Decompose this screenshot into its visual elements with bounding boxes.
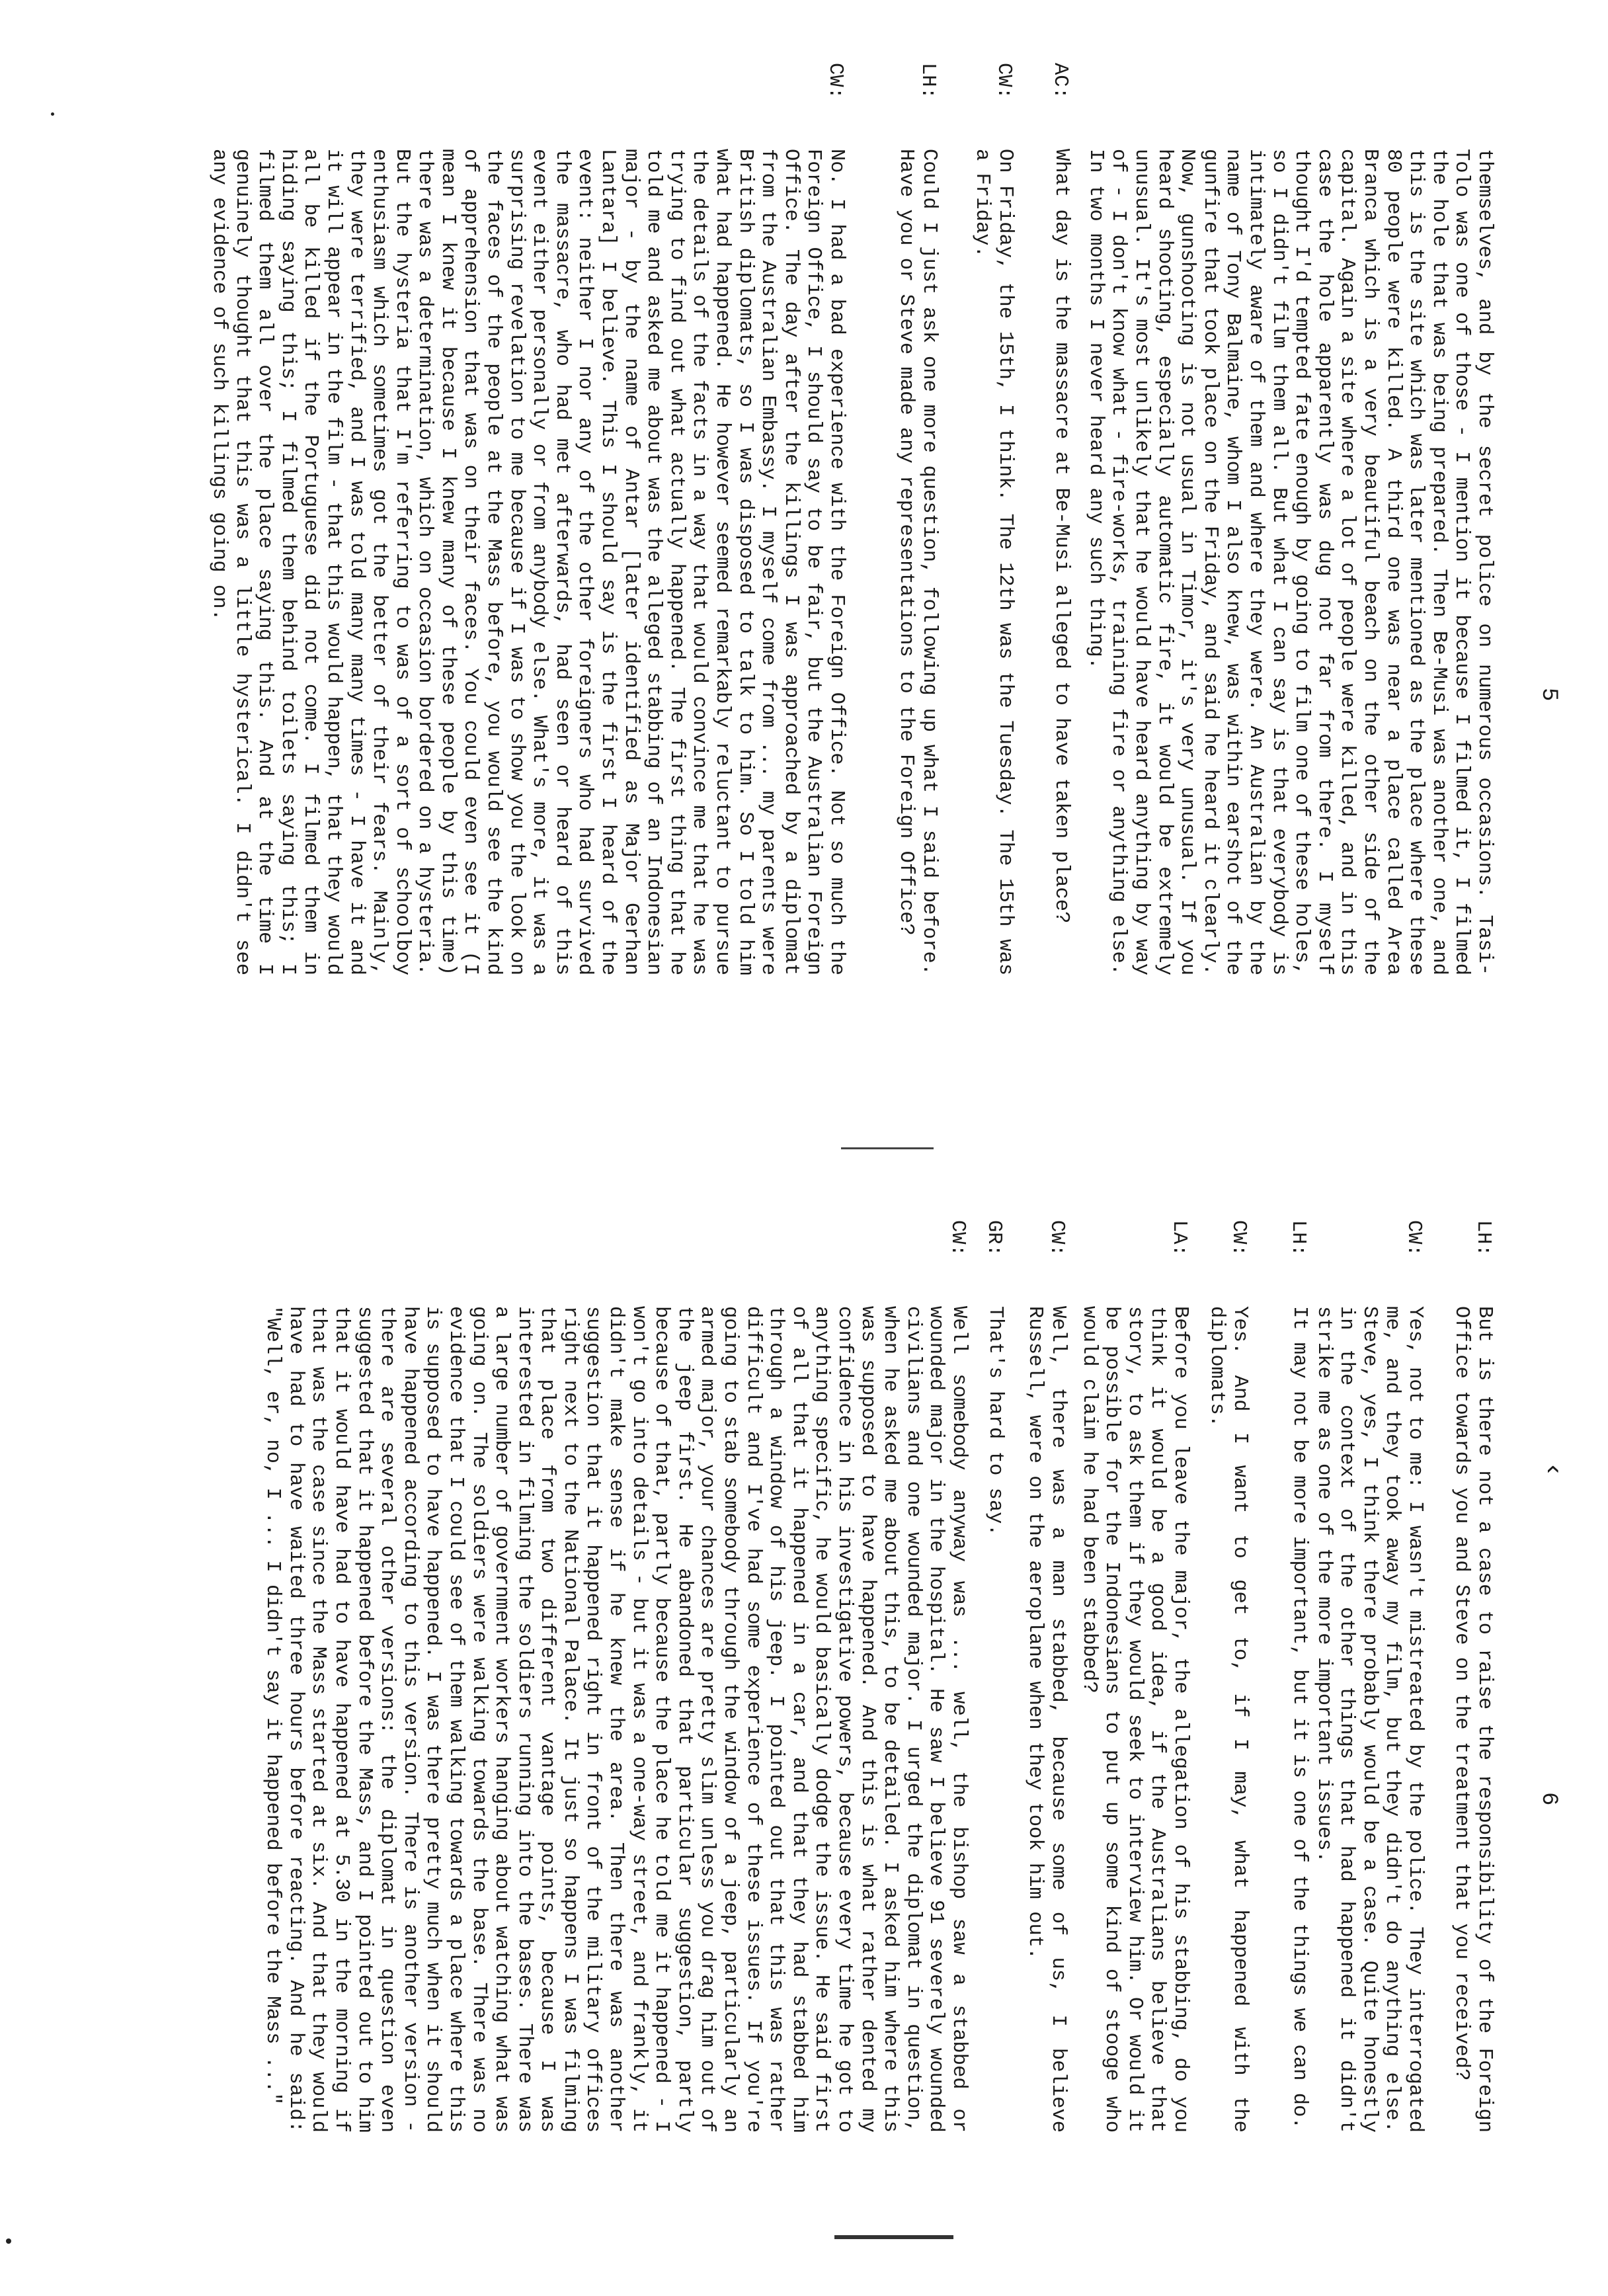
speaker-label: CW: xyxy=(824,63,846,99)
exchange-text: No. I had a bad experience with the Foreign Office. Not so much the Foreign Office, I should say to be fair, but the Australian Foreign Office. The day after the killings I was approached by a diplomat from the Australian Embassy. I myself come from ... my parents were British diplomats, so I was disposed to talk to him. So I told him what had happened. He however seemed remarkably reluctant to pursue the details of the facts in a way that would convince me that he was trying to find out what actually happened. The first thing that he told me and asked me about was the alleged stabbing of an Indonesian major - by the name of Antar [later identified as Major Gerhan Lantara] I believe. This I should say is the first I heard of the event: neither I nor any of the other foreigners who had survived the massacre, who had met afterwards, had seen or heard of this event either personally or from anybody else. What's more, it was a surprising revelation to me because if I was to show you the look on the faces of the people at the Mass before, you would see the kind of apprehension that was on their faces. You could even see it (I mean I knew it because I knew many of these people by this time) there was a determination, which on occasion bordered on a hysteria. But the hysteria that I'm referring to was of a sort of schoolboy enthusiasm which sometimes got the better of their fears. Mainly, they were terrified, and I was told many many times - I have it and it will appear in the film - that this would happen, that they would all be killed if the Portuguese did not come. I filmed them in hiding saying this; I filmed them behind toilets saying this; I filmed them all over the place saying this. And at the time I genuinely thought that this was a little hysterical. I didn't see any evidence of such killings going on. xyxy=(207,149,848,975)
scan-speck-mark xyxy=(51,112,54,116)
exchange-lh-r3 xyxy=(1287,1220,1310,2133)
speaker-label: CW: xyxy=(1402,1220,1425,1256)
fold-line-mark xyxy=(841,1147,934,1149)
exchange-lh-r1 xyxy=(1450,1220,1496,2133)
speaker-label: CW: xyxy=(946,1220,969,1256)
continuation-paragraph xyxy=(1084,63,1496,975)
exchange-cw-r4 xyxy=(1205,1220,1251,2133)
page-number-left: 5 xyxy=(1536,688,1561,702)
exchange-cw-r2 xyxy=(1312,1220,1426,2133)
exchange-la-r5 xyxy=(1077,1220,1191,2133)
exchange-text: Well somebody anyway was ... well, the bishop saw a stabbed or wounded major in the hospital. He saw I believe 91 severely wounded civilians and one wounded major. I urged the diplomat in question, when he asked me about this, to be detailed. I asked him where this was supposed to have happened. And this is what rather dented my confidence in his investigative powers, because every time he got to anything specific, he would basically dodge the issue. He said first of all that it happened in a car, and that they had stabbed him through a window of his jeep. I pointed out that this was rather difficult and I've had some experience of these issues. If you're going to stab somebody through the window of a jeep, particularly an armed major, your chances are pretty slim unless you drag him out of the jeep first. He abandoned that particular suggestion, partly because of that, partly because the place he told me it happened - I won't go into details - but it was a one-way street, and frankly, it didn't make sense if he knew the area. Then there was another suggestion that it happened right in front of the military offices right next to the National Palace. It just so happens I was filming that place from two different vantage points, because I was interested in filming the soldiers running into the bases. There was a large number of government workers hanging about watching what was going on. The soldiers were walking towards the base. There was no evidence that I could see of them walking towards a place where this is supposed to have happened. I was there pretty much when it should have happened according to this version. There is another version - there are several other versions: the diplomat in question even suggested that it happened before the Mass, and I pointed out to him that it would have had to have happened at 5.30 in the morning if that was the case since the Mass started at six. And that they would have had to have waited three hours before reacting. And he said: "Well, er, no, I ... I didn't say it happened before the Mass ..." xyxy=(261,1306,970,2133)
scan-tick-mark: ‹ xyxy=(1537,1461,1567,1478)
exchange-gr-r7 xyxy=(983,1220,1006,2133)
exchange-cw xyxy=(971,63,1016,975)
continuation-text: themselves, and by the secret police on numerous occasions. Tasi-Tolo was one of those - I mention it because I filmed it, I filmed the hole that was being prepared. Then Be-Musi was another one, and this is the site which was later mentioned as the place where these 80 people were killed. A third one was near a place called Area Branca which is a very beautiful beach on the other side of the capital. Again a site where a lot of people were killed, and in this case the hole apparently was dug not far from there. I myself thought I'd tempted fate enough by going to film one of these holes, so I didn't film them all. But what I can say is that everybody is intimately aware of them and where they were. An Australian by the name of Tony Balmaine, whom I also knew, was within earshot of the gunfire that took place on the Friday, and said he heard it clearly. Now, gunshooting is not usual in Timor, it's very unusual. If you heard shooting, especially automatic fire, it would be extremely unusual. It's most unlikely that he would have heard anything by way of - I don't know what - fire-works, training fire or anything else. In two months I never heard any such thing. xyxy=(1084,149,1496,975)
exchange-text: But is there not a case to raise the responsibility of the Foreign Office towards you and Steve on the treatment that you received? xyxy=(1450,1306,1496,2133)
speaker-label: LH: xyxy=(1472,1220,1494,1256)
exchange-text: What day is the massacre at Be-Musi alleged to have taken place? xyxy=(1050,149,1072,924)
scan-dot-mark xyxy=(6,2238,11,2244)
exchange-text: It may not be more important, but it is one of the things we can do. xyxy=(1288,1306,1310,2129)
speaker-label: GR: xyxy=(983,1220,1005,1256)
exchange-cw-r8 xyxy=(261,1220,970,2133)
exchange-text: Well, there was a man stabbed, because some of us, I believe Russell, were on the aeroplane when they took him out. xyxy=(1024,1306,1069,2133)
exchange-lh xyxy=(895,63,940,975)
speaker-label: CW: xyxy=(1045,1220,1068,1256)
speaker-label: AC: xyxy=(1049,63,1071,99)
exchange-cw-long xyxy=(207,63,848,975)
scan-edge-mark xyxy=(834,2235,953,2239)
speaker-label: LA: xyxy=(1168,1220,1190,1256)
exchange-cw-r6 xyxy=(1024,1220,1069,2133)
exchange-ac xyxy=(1049,63,1072,975)
speaker-label: CW: xyxy=(1227,1220,1250,1256)
exchange-text: Yes, not to me: I wasn't mistreated by the police. They interrogated me, and they took away my film, but they didn't do anything else. Steve, yes, I think there probably would be a case. Quite honestly in the context of the other things that had happened it didn't strike me as one of the more important issues. xyxy=(1312,1306,1426,2133)
exchange-text: Before you leave the major, the allegation of his stabbing, do you think it would be a good idea, if the Australians believe that story, to ask them if they would seek to interview him. Or would it be possible for the Indonesians to put up some kind of stooge who would claim he had been stabbed? xyxy=(1077,1306,1191,2133)
exchange-text: On Friday, the 15th, I think. The 12th was the Tuesday. The 15th was a Friday. xyxy=(971,149,1016,975)
speaker-label: LH: xyxy=(916,63,939,99)
speaker-label: LH: xyxy=(1287,1220,1309,1256)
page-number-right: 6 xyxy=(1536,1792,1561,1806)
speaker-label: CW: xyxy=(992,63,1015,99)
exchange-text: Could I just ask one more question, following up what I said before. Have you or Steve made any representations to the Foreign Office? xyxy=(895,149,940,975)
exchange-text: That's hard to say. xyxy=(984,1306,1006,1536)
exchange-text: Yes. And I want to get to, if I may, what happened with the diplomats. xyxy=(1205,1306,1251,2133)
